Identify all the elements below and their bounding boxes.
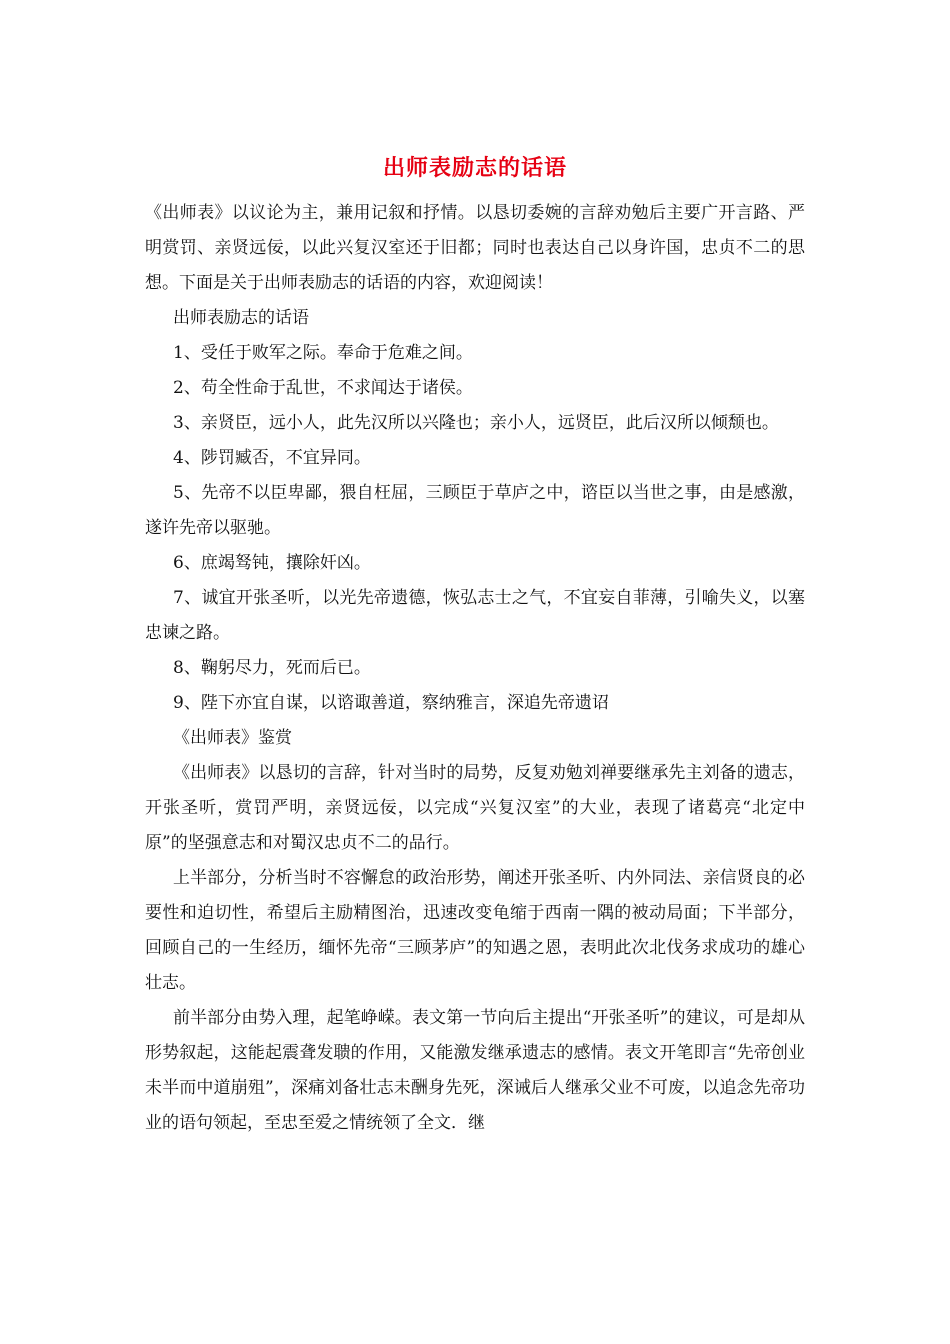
section-heading: 出师表励志的话语: [173, 308, 309, 328]
list-item: 2、苟全性命于乱世，不求闻达于诸侯。: [173, 378, 473, 398]
list-item: 1、受任于败军之际。奉命于危难之间。: [173, 343, 473, 363]
section-heading: 《出师表》鉴赏: [173, 728, 292, 748]
document-title: 出师表励志的话语: [382, 155, 567, 181]
list-item: 8、鞠躬尽力，死而后已。: [173, 658, 371, 678]
list-item: 9、陛下亦宜自谋，以谘诹善道，察纳雅言，深追先帝遗诏: [173, 693, 609, 713]
paragraph: 《出师表》以议论为主，兼用记叙和抒情。以恳切委婉的言辞劝勉后主要广开言路、严明赏罚、亲贤远佞，以此兴复汉室还于旧都；同时也表达自己以身许国，忠贞不二的思想。下面是关于出师表励志的话语的内容，欢迎阅读！: [145, 203, 805, 293]
list-item: 6、庶竭驽钝，攘除奸凶。: [173, 553, 371, 573]
paragraph: 《出师表》以恳切的言辞，针对当时的局势，反复劝勉刘禅要继承先主刘备的遗志，开张圣听，赏罚严明，亲贤远佞，以完成“兴复汉室”的大业，表现了诸葛亮“北定中原”的坚强意志和对蜀汉忠贞不二的品行。: [145, 763, 805, 853]
list-item: 5、先帝不以臣卑鄙，猥自枉屈，三顾臣于草庐之中，谘臣以当世之事，由是感激，遂许先帝以驱驰。: [145, 483, 805, 538]
document-body: [145, 196, 805, 1141]
list-item: 3、亲贤臣，远小人，此先汉所以兴隆也；亲小人，远贤臣，此后汉所以倾颓也。: [173, 413, 779, 433]
paragraph: 上半部分，分析当时不容懈怠的政治形势，阐述开张圣听、内外同法、亲信贤良的必要性和迫切性，希望后主励精图治，迅速改变龟缩于西南一隅的被动局面；下半部分，回顾自己的一生经历，缅怀先帝“三顾茅庐”的知遇之恩，表明此次北伐务求成功的雄心壮志。: [145, 868, 805, 993]
paragraph: 前半部分由势入理，起笔峥嵘。表文第一节向后主提出“开张圣听”的建议，可是却从形势叙起，这能起震聋发聩的作用，又能激发继承遗志的感情。表文开笔即言“先帝创业未半而中道崩殂”，深痛刘备壮志未酬身先死，深诫后人继承父业不可废，以追念先帝功业的语句领起，至忠至爱之情统领了全文．继: [145, 1008, 805, 1133]
list-item: 7、诚宜开张圣听，以光先帝遗德，恢弘志士之气，不宜妄自菲薄，引喻失义，以塞忠谏之路。: [145, 588, 805, 643]
list-item: 4、陟罚臧否，不宜异同。: [173, 448, 371, 468]
